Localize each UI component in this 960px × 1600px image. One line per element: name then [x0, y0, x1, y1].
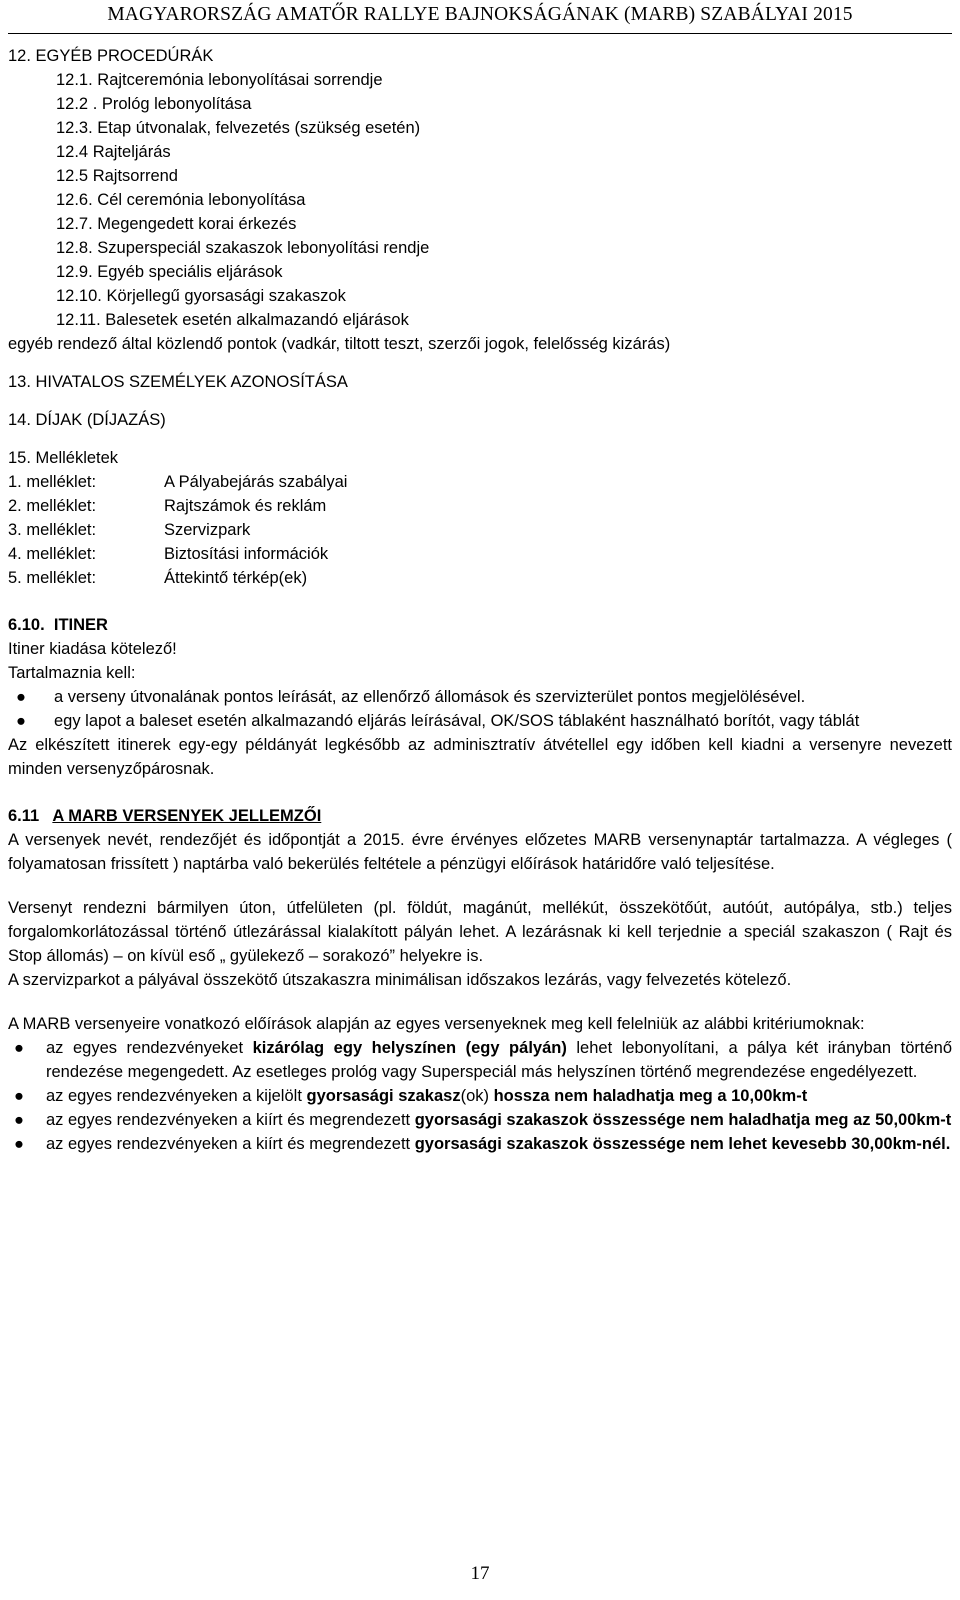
- list-item-text: a verseny útvonalának pontos leírását, az ellenőrző állomások és szervizterület pontos megjelölésével.: [54, 688, 806, 706]
- list-item-bold: kizárólag egy helyszínen (egy pályán): [252, 1039, 567, 1057]
- annex-row: [8, 542, 952, 566]
- toc-item: 12.8. Szuperspeciál szakaszok lebonyolítási rendje: [56, 239, 430, 257]
- bullet-icon: ●: [16, 712, 26, 730]
- toc-item: 12.10. Körjellegű gyorsasági szakaszok: [56, 287, 346, 305]
- list-item-bold: hossza nem haladhatja meg a 10,00km-t: [493, 1087, 808, 1105]
- list-item-text: egy lapot a baleset esetén alkalmazandó eljárás leírásával, OK/SOS táblaként használható borítót, vagy táblát: [54, 712, 860, 730]
- annex-title: A Pályabejárás szabályai: [164, 473, 348, 491]
- list-item: [8, 1132, 952, 1156]
- page-header: MAGYARORSZÁG AMATŐR RALLYE BAJNOKSÁGÁNAK (MARB) SZABÁLYAI 2015: [8, 4, 952, 34]
- list-item-bold: gyorsasági szakaszok összessége nem lehet kevesebb 30,00km-nél.: [414, 1135, 951, 1153]
- list-item: [8, 1036, 952, 1084]
- list-item-text: (ok): [460, 1087, 494, 1105]
- toc-item: 12.11. Balesetek esetén alkalmazandó eljárások: [56, 311, 409, 329]
- criteria-bullet-list: [8, 1036, 952, 1156]
- section-12-title: 12. EGYÉB PROCEDÚRÁK: [8, 47, 214, 65]
- toc-item: 12.2 . Prológ lebonyolítása: [56, 95, 252, 113]
- annex-row: [8, 566, 952, 590]
- itiner-paragraph: Az elkészített itinerek egy-egy példányát legkésőbb az adminisztratív átvétellel egy időben kell kiadni a versenyre nevezett minden versenyzőpárosnak.: [8, 736, 952, 778]
- itiner-heading-number: 6.10.: [8, 616, 45, 634]
- annex-title: Biztosítási információk: [164, 545, 329, 563]
- toc-item: 12.9. Egyéb speciális eljárások: [56, 263, 283, 281]
- bullet-icon: ●: [16, 688, 26, 706]
- page-number: 17: [470, 1563, 490, 1584]
- section-13-title: 13. HIVATALOS SZEMÉLYEK AZONOSÍTÁSA: [8, 373, 348, 391]
- list-item-text: az egyes rendezvényeken a kijelölt: [46, 1087, 307, 1105]
- list-item-text: az egyes rendezvényeket: [46, 1039, 253, 1057]
- bullet-icon: ●: [14, 1111, 24, 1129]
- marb-heading-text: A MARB VERSENYEK JELLEMZŐI: [52, 807, 322, 825]
- marb-paragraph: A szervizparkot a pályával összekötő útszakaszra minimálisan időszakos lezárás, vagy felvezetés kötelező.: [8, 971, 792, 989]
- list-item: [8, 1084, 952, 1108]
- bullet-icon: ●: [14, 1135, 24, 1153]
- list-item: [8, 1108, 952, 1132]
- itiner-heading-text: ITINER: [53, 616, 108, 634]
- itiner-bullet-list: [8, 685, 952, 733]
- toc-item: 12.6. Cél ceremónia lebonyolítása: [56, 191, 306, 209]
- list-item-text: az egyes rendezvényeken a kiírt és megrendezett: [46, 1135, 415, 1153]
- annex-title: Rajtszámok és reklám: [164, 497, 327, 515]
- marb-heading: [8, 804, 952, 828]
- itiner-line: Tartalmaznia kell:: [8, 664, 136, 682]
- list-item-bold: gyorsasági szakaszok összessége nem haladhatja meg az 50,00km-t: [414, 1111, 952, 1129]
- annex-number: 5. melléklet:: [8, 569, 97, 587]
- list-item-text: lehet lebonyolítani, a pálya két irányban történő rendezése megengedett. Az esetleges prológ vagy Superspeciál más helyszínen történő megrendezése engedélyezett.: [46, 1039, 952, 1081]
- toc-item: 12.3. Etap útvonalak, felvezetés (szükség esetén): [56, 119, 421, 137]
- bullet-icon: ●: [14, 1039, 24, 1057]
- toc-item: 12.4 Rajteljárás: [56, 143, 171, 161]
- section-14-title: 14. DÍJAK (DÍJAZÁS): [8, 411, 166, 429]
- marb-paragraph: Versenyt rendezni bármilyen úton, útfelületen (pl. földút, magánút, mellékút, összekötőút, autóút, autópálya, stb.) teljes forgalomkorlátozással történő útlezárással kialakított pályán lehet. A lezárásnak ki kell terjednie a speciál szakaszon ( Rajt és Stop állomás) – on kívül eső „ gyülekező – sorakozó” helyekre is.: [8, 899, 952, 965]
- annex-row: [8, 518, 952, 542]
- itiner-heading: [8, 613, 952, 637]
- toc-item: 12.1. Rajtceremónia lebonyolításai sorrendje: [56, 71, 383, 89]
- itiner-line: Itiner kiadása kötelező!: [8, 640, 177, 658]
- list-item-text: az egyes rendezvényeken a kiírt és megrendezett: [46, 1111, 415, 1129]
- list-item: [8, 685, 952, 709]
- annex-number: 3. melléklet:: [8, 521, 97, 539]
- page-content: [8, 44, 952, 1156]
- section-15-title: 15. Mellékletek: [8, 449, 119, 467]
- toc-item: 12.7. Megengedett korai érkezés: [56, 215, 297, 233]
- annex-title: Áttekintő térkép(ek): [164, 569, 308, 587]
- annex-number: 4. melléklet:: [8, 545, 97, 563]
- section-12-extra: egyéb rendező által közlendő pontok (vadkár, tiltott teszt, szerzői jogok, felelősség kizárás): [8, 335, 671, 353]
- annex-number: 2. melléklet:: [8, 497, 97, 515]
- list-item: [8, 709, 952, 733]
- toc-item: 12.5 Rajtsorrend: [56, 167, 178, 185]
- annex-title: Szervizpark: [164, 521, 251, 539]
- marb-paragraph: A versenyek nevét, rendezőjét és időpontját a 2015. évre érvényes előzetes MARB versenynaptár tartalmazza. A végleges ( folyamatosan frissített ) naptárba való bekerülés feltétele a pénzügyi előírások határidőre való teljesítése.: [8, 831, 952, 873]
- marb-heading-number: 6.11: [8, 807, 40, 825]
- annex-row: [8, 470, 952, 494]
- annex-number: 1. melléklet:: [8, 473, 97, 491]
- annex-row: [8, 494, 952, 518]
- list-item-bold: gyorsasági szakasz: [306, 1087, 461, 1105]
- marb-paragraph: A MARB versenyeire vonatkozó előírások alapján az egyes versenyeknek meg kell felelniük az alábbi kritériumoknak:: [8, 1015, 865, 1033]
- bullet-icon: ●: [14, 1087, 24, 1105]
